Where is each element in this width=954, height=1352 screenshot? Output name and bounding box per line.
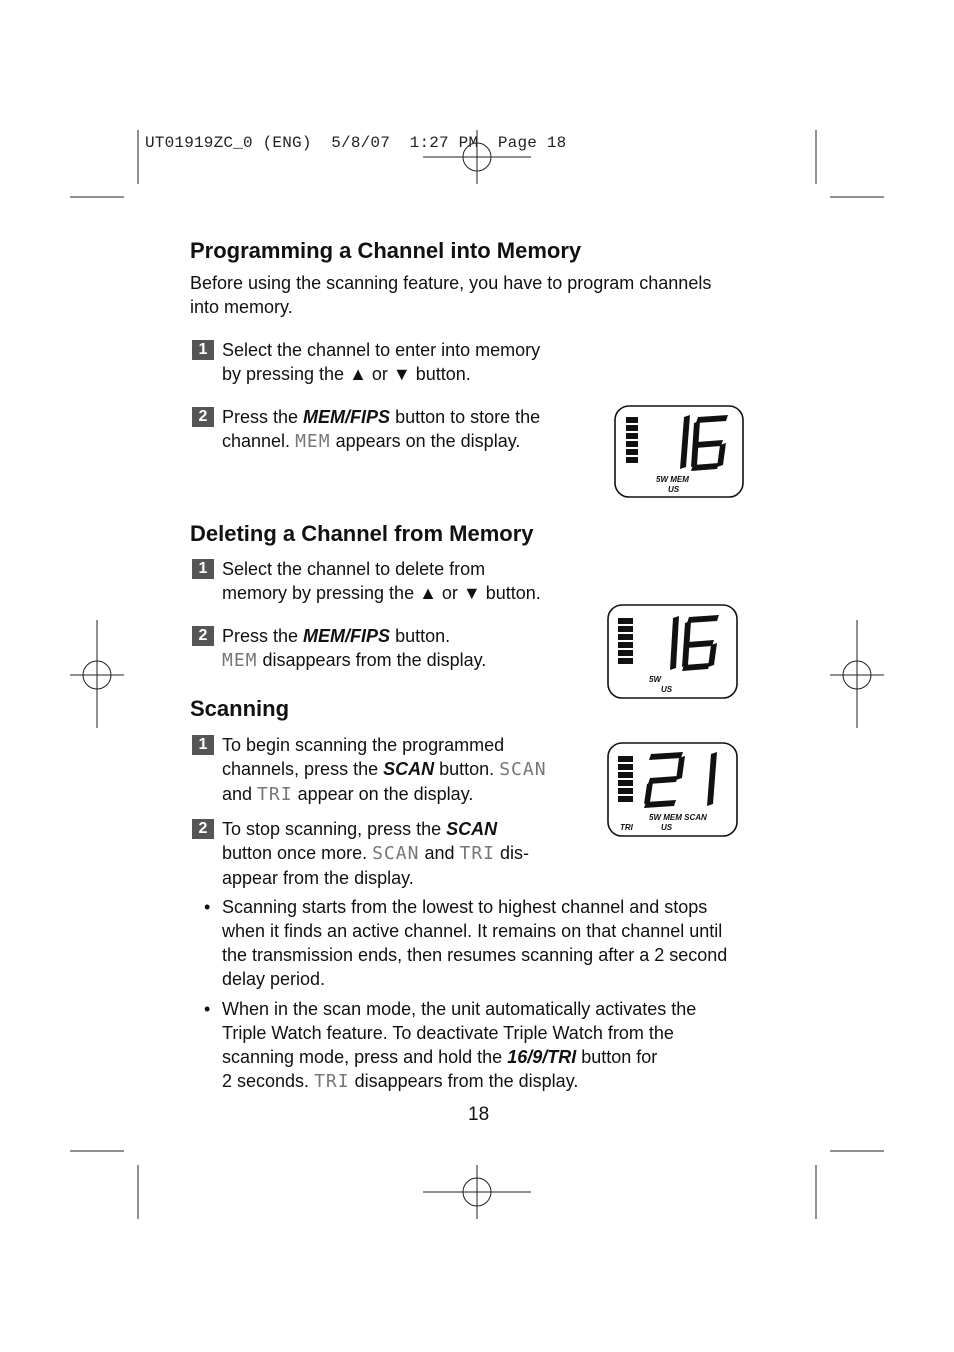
step-text: appear on the display. — [292, 784, 474, 804]
step-text: and — [222, 784, 258, 804]
intro-line: Before using the scanning feature, you have to program channels — [190, 273, 712, 293]
step-text: button. — [390, 626, 451, 646]
bullet-text: 2 seconds. — [222, 1071, 315, 1091]
bullet-text: the transmission ends, then resumes scanning after a 2 second — [222, 945, 728, 965]
step-text: memory by pressing the ▲ or ▼ button. — [222, 583, 541, 603]
lcd-label-5w: 5W — [649, 675, 661, 684]
button-name-mem-fips: MEM/FIPS — [303, 407, 391, 427]
step-text: appear from the display. — [222, 868, 414, 888]
lcd-label-us: US — [661, 685, 673, 694]
step-text: Press the — [222, 626, 304, 646]
programming-intro — [190, 271, 711, 319]
section-title-programming: Programming a Channel into Memory — [190, 238, 582, 263]
print-slug: UT01919ZC_0 (ENG) 5/8/07 1:27 PM Page 18 — [145, 134, 567, 152]
lcd-word-tri: TRI — [257, 784, 293, 805]
step-text: by pressing the ▲ or ▼ button. — [222, 364, 471, 384]
lcd-label-tri: TRI — [620, 823, 633, 832]
step-text: button once more. — [222, 843, 373, 863]
bullet-text: When in the scan mode, the unit automatically activates the — [222, 999, 697, 1019]
bullet-text: disappears from the display. — [349, 1071, 579, 1091]
step-text: button. — [434, 759, 500, 779]
step-text: button to store the — [390, 407, 541, 427]
lcd-word-mem: MEM — [295, 431, 331, 452]
page-number: 18 — [468, 1104, 490, 1125]
lcd-word-mem: MEM — [222, 650, 258, 671]
step-number-badge: 1 — [192, 340, 214, 360]
step-text: appears on the display. — [330, 431, 521, 451]
bullet-dot: • — [204, 999, 211, 1019]
step-text: and — [419, 843, 460, 863]
step-number-badge: 2 — [192, 626, 214, 646]
bullet-text: Triple Watch feature. To deactivate Triple Watch from the — [222, 1023, 674, 1043]
step-text: disappears from the display. — [257, 650, 487, 670]
step-number-badge: 1 — [192, 559, 214, 579]
lcd-label-5w-mem: 5W MEM — [656, 475, 689, 484]
lcd-word-scan: SCAN — [499, 759, 547, 780]
section-title-scanning: Scanning — [190, 696, 290, 721]
bullet-text: scanning mode, press and hold the — [222, 1047, 508, 1067]
step-text: channel. — [222, 431, 296, 451]
lcd-label-5w-mem-scan: 5W MEM SCAN — [649, 813, 707, 822]
step-number-badge: 2 — [192, 819, 214, 839]
button-name-scan: SCAN — [383, 759, 435, 779]
step-text: Press the — [222, 407, 304, 427]
step-text: To begin scanning the programmed — [222, 735, 505, 755]
lcd-word-tri: TRI — [314, 1071, 350, 1092]
lcd-display-mem-16 — [614, 405, 746, 501]
bullet-text: when it finds an active channel. It remains on that channel until — [222, 921, 723, 941]
step-text: dis- — [495, 843, 530, 863]
step-text: Select the channel to delete from — [222, 559, 486, 579]
step-text: To stop scanning, press the — [222, 819, 447, 839]
step-number-badge: 1 — [192, 735, 214, 755]
bullet-triple-watch — [204, 997, 697, 1094]
bullet-text: button for — [576, 1047, 658, 1067]
lcd-display-no-mem-16 — [607, 604, 741, 702]
bullet-text: Scanning starts from the lowest to highest channel and stops — [222, 897, 708, 917]
step-text: channels, press the — [222, 759, 384, 779]
bullet-dot: • — [204, 897, 211, 917]
intro-line: into memory. — [190, 297, 293, 317]
button-name-mem-fips: MEM/FIPS — [303, 626, 391, 646]
lcd-word-tri: TRI — [459, 843, 496, 864]
lcd-display-scan-21 — [607, 742, 741, 840]
lcd-label-us: US — [668, 485, 680, 494]
section-title-deleting: Deleting a Channel from Memory — [190, 521, 534, 546]
button-name-16-9-tri: 16/9/TRI — [507, 1047, 577, 1067]
bullet-scanning-order — [204, 895, 728, 991]
bullet-text: delay period. — [222, 969, 326, 989]
lcd-label-us: US — [661, 823, 673, 832]
lcd-word-scan: SCAN — [372, 843, 420, 864]
step-number-badge: 2 — [192, 407, 214, 427]
button-name-scan: SCAN — [446, 819, 498, 839]
step-text: Select the channel to enter into memory — [222, 340, 541, 360]
